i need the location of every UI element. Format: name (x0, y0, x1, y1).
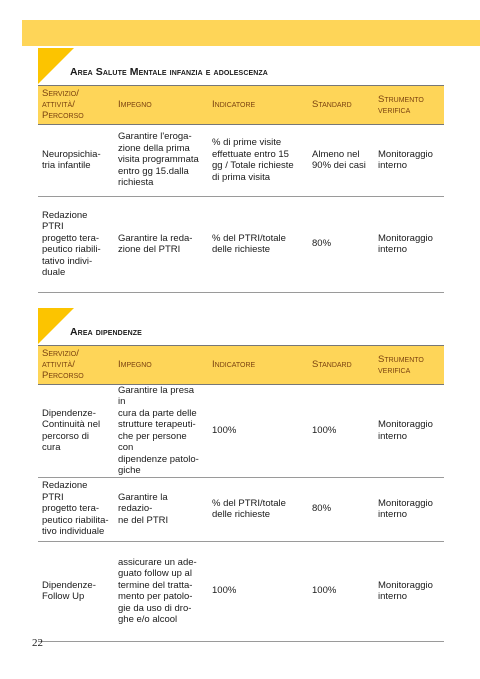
table-header-row (38, 346, 444, 384)
table-cell: Redazione PTRI progetto tera- peutico riabili- tativo indivi- duale (38, 196, 114, 292)
table-cell: Redazione PTRI progetto tera- peutico riabilita- tivo individuale (38, 477, 114, 541)
column-header: Impegno (114, 346, 208, 384)
table-cell: Monitoraggio interno (374, 196, 444, 292)
table-cell: Monitoraggio interno (374, 124, 444, 196)
table-row (38, 384, 444, 477)
table-cell: Almeno nel 90% dei casi (308, 124, 374, 196)
column-header: Strumento verifica (374, 346, 444, 384)
column-header: Servizio/ attività/ Percorso (38, 346, 114, 384)
table-cell: Garantire la redazio- ne del PTRI (114, 477, 208, 541)
section-header (38, 308, 444, 346)
table-row (38, 541, 444, 641)
table-cell: Dipendenze- Continuità nel percorso di cura (38, 384, 114, 477)
table-cell: Monitoraggio interno (374, 384, 444, 477)
table-cell: Monitoraggio interno (374, 477, 444, 541)
column-header: Standard (308, 86, 374, 124)
table-header-row (38, 86, 444, 124)
column-header: Indicatore (208, 346, 308, 384)
table-row (38, 196, 444, 292)
top-decorative-band (22, 20, 480, 46)
section-divider (38, 345, 444, 346)
section-dipendenze (38, 308, 444, 642)
page-number: 22 (32, 637, 43, 649)
table-cell: 100% (308, 384, 374, 477)
table-cell: Monitoraggio interno (374, 541, 444, 641)
table-row (38, 124, 444, 196)
column-header: Indicatore (208, 86, 308, 124)
table-cell: 100% (208, 384, 308, 477)
table-dipendenze (38, 346, 444, 642)
table-cell: assicurare un ade- guato follow up al termine del tratta- mento per patolo- gie da uso di dro- ghe e/o alcool (114, 541, 208, 641)
column-header: Standard (308, 346, 374, 384)
section-title: Area dipendenze (70, 326, 142, 338)
column-header: Strumento verifica (374, 86, 444, 124)
table-cell: % di prime visite effettuate entro 15 gg / Totale richieste di prima visita (208, 124, 308, 196)
table-cell: Neuropsichia- tria infantile (38, 124, 114, 196)
table-cell: Dipendenze- Follow Up (38, 541, 114, 641)
section-header (38, 48, 444, 86)
table-cell: 100% (308, 541, 374, 641)
table-cell: % del PTRI/totale delle richieste (208, 477, 308, 541)
table-salute-mentale (38, 86, 444, 293)
table-cell: Garantire l'eroga- zione della prima visita programmata entro gg 15.dalla richiesta (114, 124, 208, 196)
table-cell: 80% (308, 196, 374, 292)
column-header: Servizio/ attività/ Percorso (38, 86, 114, 124)
section-salute-mentale (38, 48, 444, 293)
table-cell: Garantire la reda- zione del PTRI (114, 196, 208, 292)
table-row (38, 477, 444, 541)
table-cell: Garantire la presa in cura da parte delle strutture terapeuti- che per persone con dipendenze patolo- giche (114, 384, 208, 477)
section-divider (38, 85, 444, 86)
table-cell: 100% (208, 541, 308, 641)
table-cell: 80% (308, 477, 374, 541)
table-cell: % del PTRI/totale delle richieste (208, 196, 308, 292)
triangle-marker-icon (38, 308, 74, 344)
section-title: Area Salute Mentale infanzia e adolescenza (70, 66, 268, 78)
column-header: Impegno (114, 86, 208, 124)
triangle-marker-icon (38, 48, 74, 84)
